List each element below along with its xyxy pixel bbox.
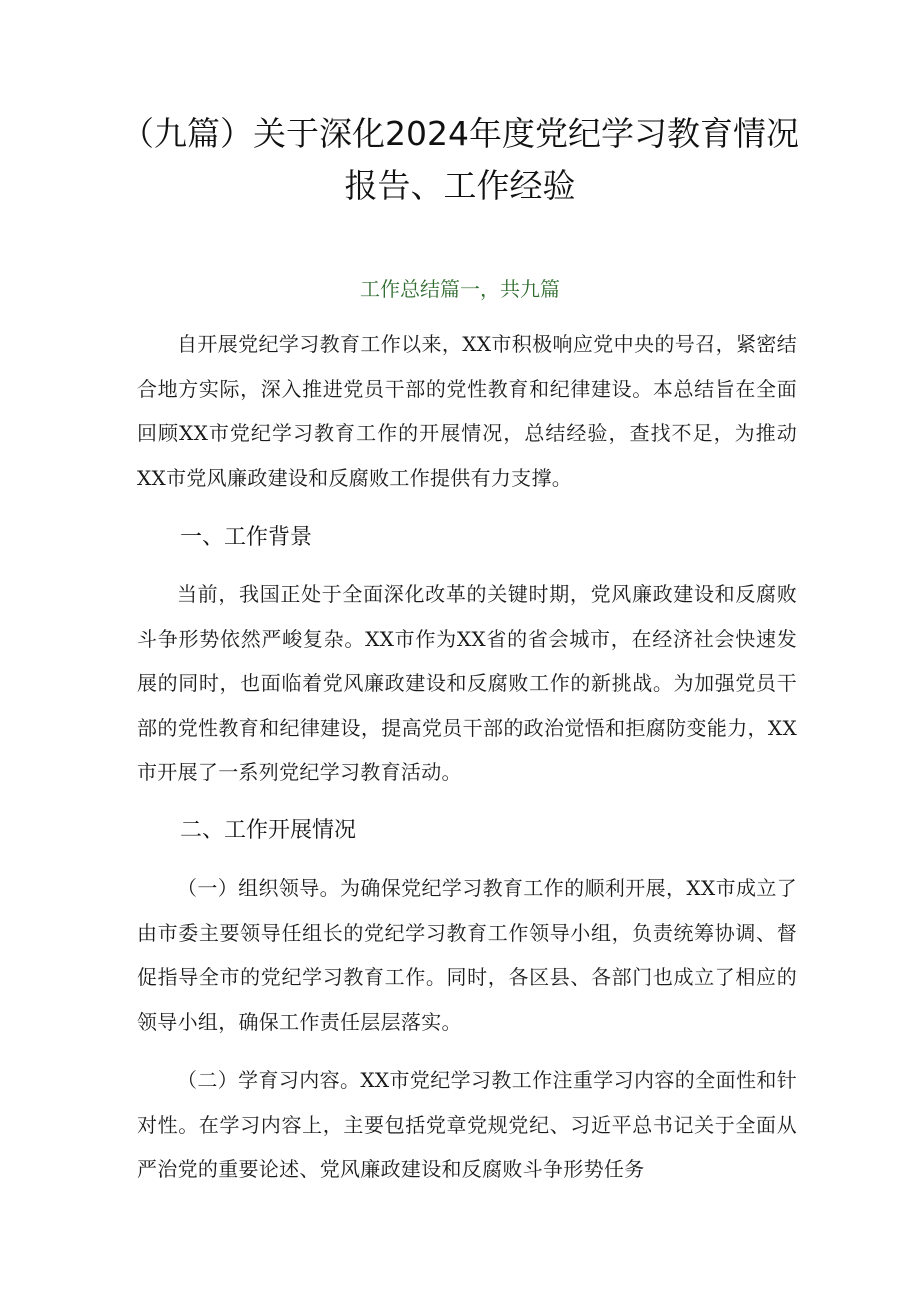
document-title: （九篇）关于深化2024年度党纪学习教育情况报告、工作经验: [121, 114, 799, 205]
content-paragraph: （二）学育习内容。XX市党纪学习教工作注重学习内容的全面性和针对性。在学习内容上，主要包括党章党规党纪、习近平总书记关于全面从严治党的重要论述、党风廉政建设和反腐败斗争形势任务: [137, 1068, 797, 1181]
document-subtitle: 工作总结篇一，共九篇: [360, 277, 560, 301]
intro-paragraph: 自开展党纪学习教育工作以来，XX市积极响应党中央的号召，紧密结合地方实际，深入推进党员干部的党性教育和纪律建设。本总结旨在全面回顾XX市党纪学习教育工作的开展情况，总结经验，查找不足，为推动XX市党风廉政建设和反腐败工作提供有力支撑。: [137, 332, 797, 490]
organization-paragraph: （一）组织领导。为确保党纪学习教育工作的顺利开展，XX市成立了由市委主要领导任组长的党纪学习教育工作领导小组，负责统筹协调、督促指导全市的党纪学习教育工作。同时，各区县、各部门也成立了相应的领导小组，确保工作责任层层落实。: [137, 876, 797, 1034]
background-paragraph: 当前，我国正处于全面深化改革的关键时期，党风廉政建设和反腐败斗争形势依然严峻复杂。XX市作为XX省的省会城市，在经济社会快速发展的同时，也面临着党风廉政建设和反腐败工作的新挑战。为加强党员干部的党性教育和纪律建设，提高党员干部的政治觉悟和拒腐防变能力，XX市开展了一系列党纪学习教育活动。: [137, 582, 797, 784]
section-heading-background: 一、工作背景: [180, 525, 313, 550]
section-heading-progress: 二、工作开展情况: [180, 818, 357, 843]
